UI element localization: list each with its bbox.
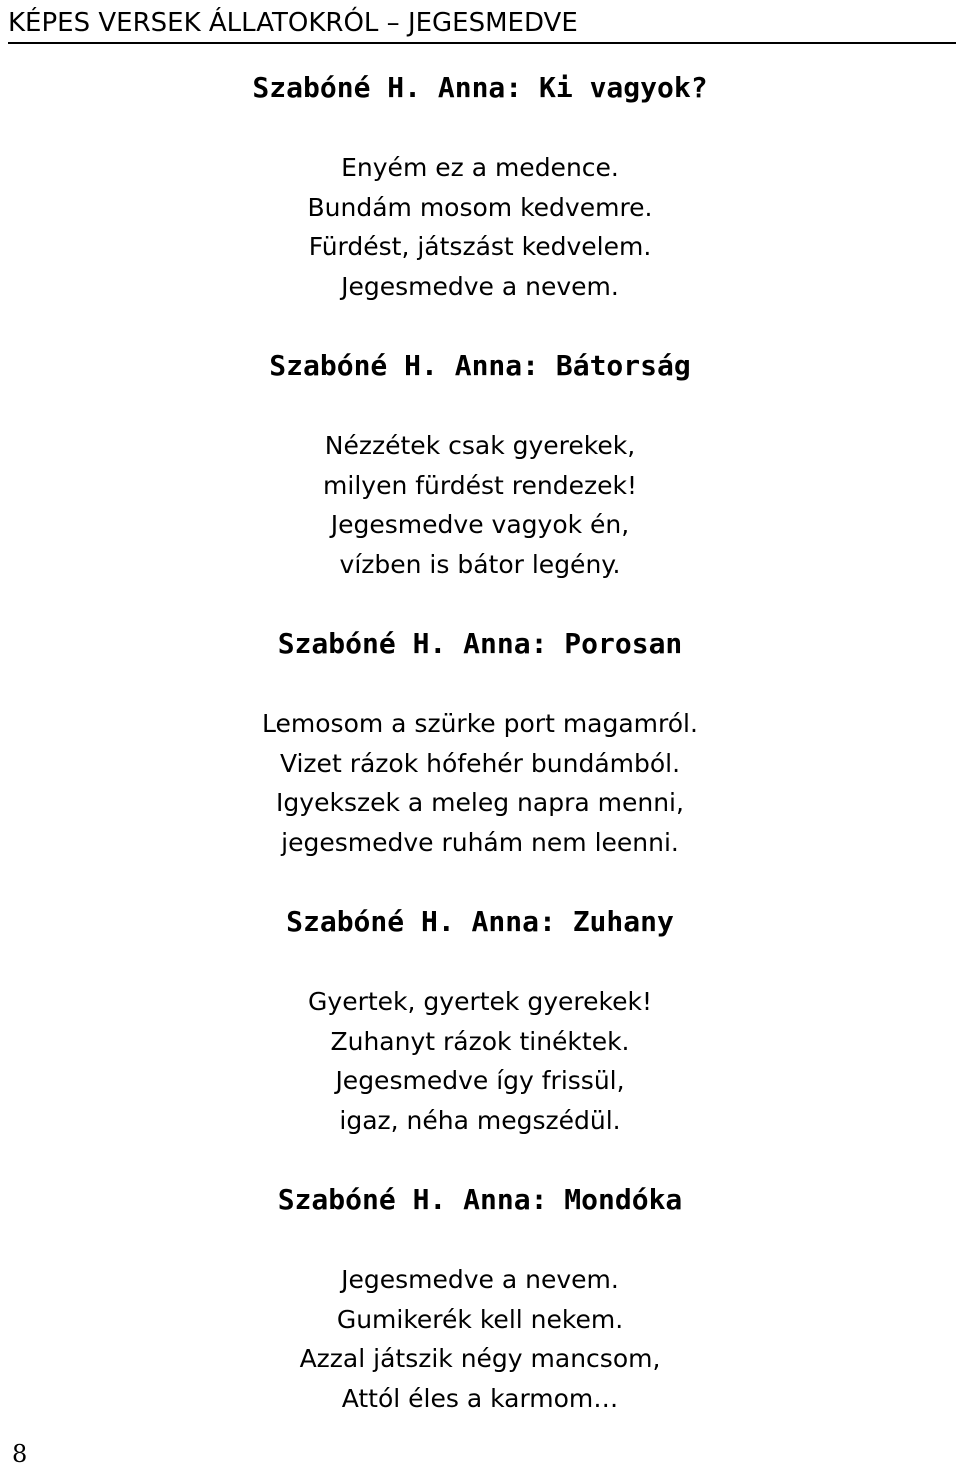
poem-stanza [0, 148, 960, 306]
poem-line: Zuhanyt rázok tinéktek. [330, 1026, 630, 1056]
poem-line: Jegesmedve így frissül, [335, 1066, 625, 1095]
poem-title: Szabóné H. Anna: Porosan [277, 627, 683, 660]
poem-line: Jegesmedve a nevem. [341, 271, 619, 301]
poem-stanza [0, 704, 960, 862]
poem-title: Szabóné H. Anna: Bátorság [269, 349, 691, 382]
poem-ki-vagyok [0, 68, 960, 306]
poem-line: vízben is bátor legény. [339, 549, 621, 579]
poem-collection [0, 68, 960, 1458]
page-header: KÉPES VERSEK ÁLLATOKRÓL – JEGESMEDVE [8, 6, 956, 44]
page-number: 8 [12, 1440, 28, 1468]
poem-zuhany [0, 902, 960, 1140]
poem-stanza [0, 426, 960, 584]
poem-mondoka [0, 1180, 960, 1418]
poem-title: Szabóné H. Anna: Mondóka [277, 1183, 683, 1216]
poem-title: Szabóné H. Anna: Ki vagyok? [252, 71, 708, 104]
poem-line: igaz, néha megszédül. [339, 1105, 621, 1135]
poem-line: Lemosom a szürke port magamról. [262, 709, 698, 738]
poem-porosan [0, 624, 960, 862]
poem-line: Azzal játszik négy mancsom, [299, 1344, 661, 1373]
poem-stanza [0, 982, 960, 1140]
poem-line: Jegesmedve a nevem. [341, 1265, 619, 1294]
poem-stanza [0, 1260, 960, 1418]
poem-line: Jegesmedve vagyok én, [330, 510, 630, 539]
poem-line: Fürdést, játszást kedvelem. [308, 232, 652, 261]
poem-batorsag [0, 346, 960, 584]
poem-line: Gyertek, gyertek gyerekek! [308, 987, 652, 1016]
poem-line: Igyekszek a meleg napra menni, [276, 788, 684, 817]
poem-line: Enyém ez a medence. [341, 153, 619, 182]
poem-line: jegesmedve ruhám nem leenni. [281, 827, 679, 857]
poem-line: Gumikerék kell nekem. [336, 1304, 624, 1334]
poem-line: Bundám mosom kedvemre. [307, 192, 653, 222]
poem-line: Attól éles a karmom… [341, 1383, 619, 1413]
poem-line: milyen fürdést rendezek! [323, 470, 637, 500]
poem-line: Vizet rázok hófehér bundámból. [279, 748, 681, 778]
poem-line: Nézzétek csak gyerekek, [324, 431, 636, 460]
poem-title: Szabóné H. Anna: Zuhany [286, 905, 674, 938]
